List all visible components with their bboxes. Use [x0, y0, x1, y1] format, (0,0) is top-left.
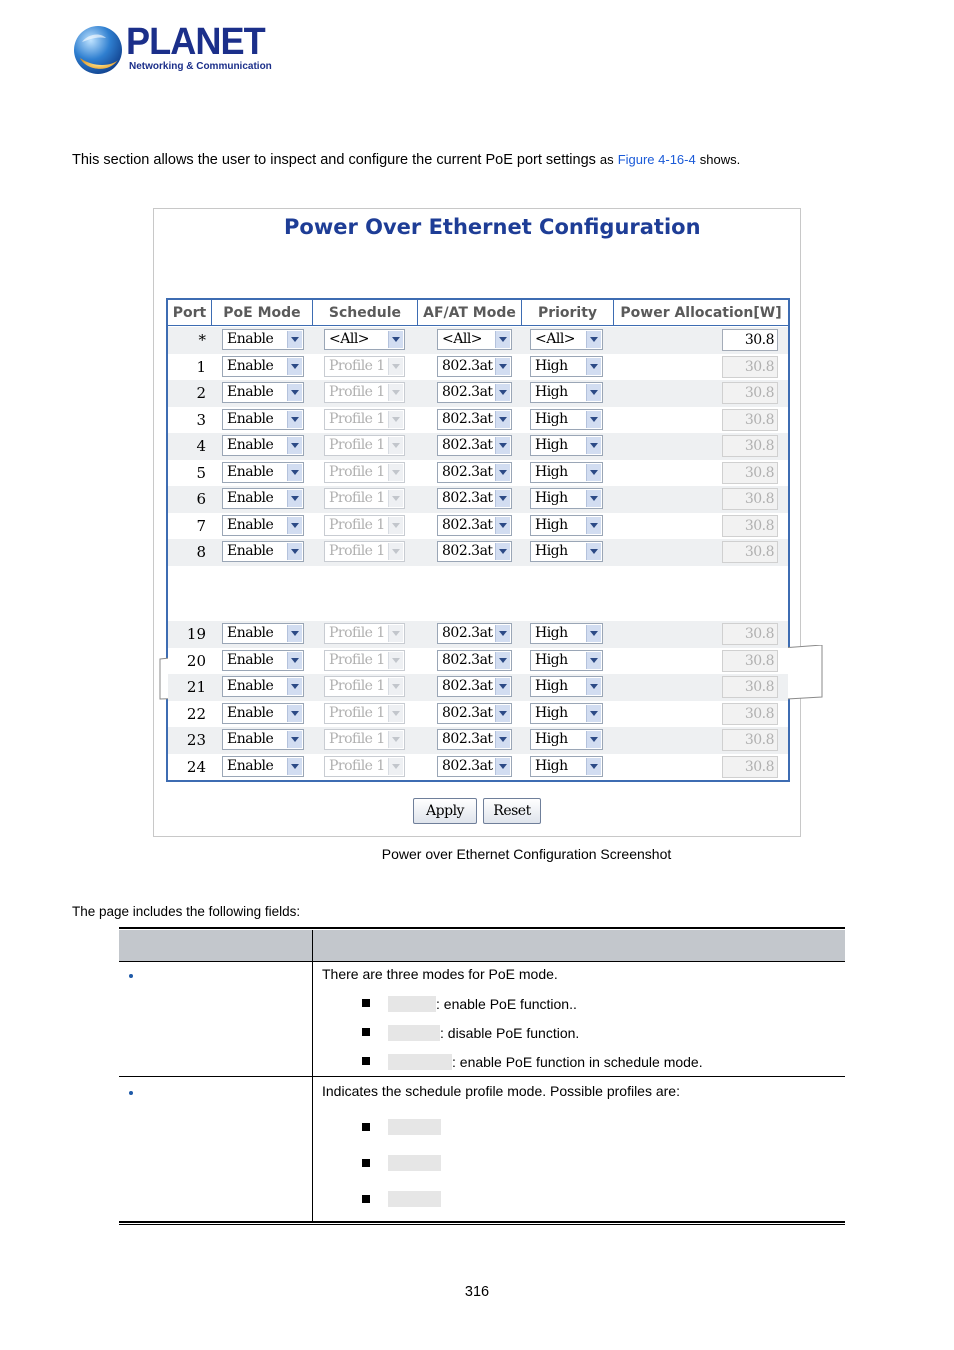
chevron-down-icon	[287, 411, 302, 428]
schedule-select-value: Profile 1	[329, 704, 385, 721]
port-number: 24	[186, 757, 206, 776]
priority-select[interactable]	[530, 409, 603, 430]
priority-select-value: High	[535, 384, 568, 400]
afat-mode-select-value: 802.3at	[442, 463, 493, 480]
fields-intro: The page includes the following fields:	[72, 904, 301, 919]
priority-select[interactable]	[530, 435, 603, 456]
figure-link[interactable]: Figure 4-16-4	[617, 152, 696, 167]
afat-mode-select[interactable]	[437, 650, 512, 671]
bullet-dot	[129, 1091, 133, 1095]
port-number: 23	[186, 731, 206, 749]
col-header-schedule: Schedule	[313, 300, 418, 326]
bullet-dot	[129, 974, 133, 978]
chevron-down-icon	[495, 384, 510, 401]
afat-mode-select-value: 802.3at	[442, 357, 493, 374]
afat-mode-select-value: 802.3at	[442, 651, 493, 668]
priority-select[interactable]	[530, 356, 603, 377]
square-bullet	[362, 1028, 370, 1036]
chevron-down-icon	[495, 543, 510, 560]
redacted-term	[388, 1119, 441, 1135]
chevron-down-icon	[287, 543, 302, 560]
reset-button[interactable]: Reset	[483, 798, 541, 824]
schedule-select-value: Profile 1	[329, 516, 385, 533]
chevron-down-icon	[388, 331, 403, 348]
intro-paragraph	[72, 152, 740, 168]
port-number: 3	[196, 410, 206, 429]
poe-mode-select[interactable]	[222, 329, 304, 350]
chevron-down-icon	[287, 358, 302, 375]
priority-select[interactable]	[530, 650, 603, 671]
priority-select-value: High	[535, 463, 568, 480]
table-top-rule	[119, 927, 845, 929]
power-allocation-input: 30.8	[722, 676, 778, 698]
priority-select[interactable]	[530, 382, 603, 403]
chevron-down-icon	[586, 384, 601, 401]
poe-mode-select-value: Enable	[227, 678, 274, 694]
afat-mode-select[interactable]	[437, 462, 512, 483]
poe-config-table	[166, 298, 790, 782]
poe-mode-option-1: : enable PoE function..	[436, 996, 577, 1012]
afat-mode-select[interactable]	[437, 703, 512, 724]
schedule-select	[324, 435, 405, 456]
priority-select-value: <All>	[535, 331, 576, 347]
chevron-down-icon	[586, 517, 601, 534]
power-allocation-input: 30.8	[722, 756, 778, 778]
schedule-select-value: Profile 1	[329, 757, 385, 774]
schedule-description: Indicates the schedule profile mode. Possible profiles are:	[322, 1083, 680, 1099]
chevron-down-icon	[388, 731, 403, 748]
chevron-down-icon	[388, 358, 403, 375]
afat-mode-select-value: 802.3at	[442, 704, 493, 721]
table-row	[168, 354, 788, 381]
power-allocation-input[interactable]: 30.8	[722, 329, 778, 351]
chevron-down-icon	[287, 464, 302, 481]
planet-logo	[72, 22, 272, 78]
chevron-down-icon	[586, 758, 601, 775]
power-allocation-input: 30.8	[722, 729, 778, 751]
poe-mode-select[interactable]	[222, 676, 304, 697]
afat-mode-select[interactable]	[437, 541, 512, 562]
table-bottom-rule	[119, 1221, 845, 1225]
intro-as: as	[599, 152, 614, 167]
col-header-power-allocation: Power Allocation[W]	[614, 300, 788, 326]
priority-select[interactable]	[530, 703, 603, 724]
poe-config-screenshot	[153, 208, 801, 837]
priority-select-value: High	[535, 516, 568, 533]
chevron-down-icon	[287, 678, 302, 695]
brand-tagline: Networking & Communication	[129, 61, 272, 72]
poe-mode-select[interactable]	[222, 623, 304, 644]
table-row	[168, 407, 788, 434]
page-number: 316	[464, 1284, 490, 1300]
poe-mode-select[interactable]	[222, 515, 304, 536]
afat-mode-select[interactable]	[437, 676, 512, 697]
col-header-priority: Priority	[522, 300, 614, 326]
chevron-down-icon	[388, 543, 403, 560]
power-allocation-input: 30.8	[722, 623, 778, 645]
afat-mode-select[interactable]	[437, 756, 512, 777]
schedule-select	[324, 623, 405, 644]
power-allocation-input: 30.8	[722, 435, 778, 457]
chevron-down-icon	[495, 625, 510, 642]
priority-select[interactable]	[530, 729, 603, 750]
table-row	[168, 460, 788, 487]
poe-mode-select-value: Enable	[227, 463, 274, 480]
redacted-term	[388, 1054, 452, 1070]
chevron-down-icon	[388, 652, 403, 669]
port-number: 8	[196, 543, 206, 561]
chevron-down-icon	[388, 625, 403, 642]
chevron-down-icon	[388, 411, 403, 428]
priority-select-value: High	[535, 757, 568, 774]
table-row	[168, 701, 788, 728]
afat-mode-select[interactable]	[437, 382, 512, 403]
poe-mode-select-value: Enable	[227, 625, 274, 641]
schedule-select-value: Profile 1	[329, 384, 385, 400]
afat-mode-select-value: 802.3at	[442, 731, 493, 747]
poe-mode-select-value: Enable	[227, 757, 274, 774]
schedule-select	[324, 382, 405, 403]
poe-mode-select-value: Enable	[227, 516, 274, 533]
chevron-down-icon	[287, 625, 302, 642]
chevron-down-icon	[586, 331, 601, 348]
chevron-down-icon	[495, 358, 510, 375]
square-bullet	[362, 1159, 370, 1167]
chevron-down-icon	[388, 678, 403, 695]
chevron-down-icon	[586, 411, 601, 428]
schedule-select-value: Profile 1	[329, 678, 385, 694]
col-header-port: Port	[168, 300, 212, 326]
priority-select-value: High	[535, 410, 568, 427]
schedule-select	[324, 488, 405, 509]
poe-mode-select-value: Enable	[227, 704, 274, 721]
table-row	[168, 621, 788, 648]
poe-mode-select[interactable]	[222, 356, 304, 377]
schedule-select	[324, 462, 405, 483]
power-allocation-input: 30.8	[722, 703, 778, 725]
table-row	[168, 433, 788, 460]
schedule-select	[324, 541, 405, 562]
port-number: 6	[196, 490, 206, 508]
col-header-afat-mode: AF/AT Mode	[418, 300, 522, 326]
afat-mode-select[interactable]	[437, 329, 512, 350]
chevron-down-icon	[388, 464, 403, 481]
priority-select-value: High	[535, 704, 568, 721]
table-row	[168, 727, 788, 754]
poe-mode-select[interactable]	[222, 703, 304, 724]
poe-mode-select-value: Enable	[227, 651, 274, 668]
chevron-down-icon	[586, 678, 601, 695]
chevron-down-icon	[586, 625, 601, 642]
chevron-down-icon	[495, 758, 510, 775]
port-number: 20	[186, 651, 206, 670]
priority-select-value: High	[535, 437, 568, 453]
schedule-select	[324, 703, 405, 724]
globe-icon	[72, 24, 124, 76]
chevron-down-icon	[287, 652, 302, 669]
chevron-down-icon	[388, 517, 403, 534]
square-bullet	[362, 999, 370, 1007]
schedule-select	[324, 409, 405, 430]
square-bullet	[362, 1123, 370, 1131]
chevron-down-icon	[287, 384, 302, 401]
chevron-down-icon	[287, 731, 302, 748]
priority-select[interactable]	[530, 756, 603, 777]
port-number: 5	[196, 463, 206, 482]
afat-mode-select-value: 802.3at	[442, 678, 493, 694]
chevron-down-icon	[287, 490, 302, 507]
priority-select[interactable]	[530, 329, 603, 350]
afat-mode-select-value: 802.3at	[442, 757, 493, 774]
poe-mode-select[interactable]	[222, 650, 304, 671]
poe-mode-select-value: Enable	[227, 490, 274, 506]
chevron-down-icon	[287, 331, 302, 348]
brand-name: PLANET	[126, 21, 265, 63]
chevron-down-icon	[586, 543, 601, 560]
table-row	[168, 486, 788, 513]
afat-mode-select[interactable]	[437, 409, 512, 430]
chevron-down-icon	[495, 705, 510, 722]
poe-mode-select[interactable]	[222, 382, 304, 403]
schedule-select-value: Profile 1	[329, 651, 385, 668]
poe-mode-description: There are three modes for PoE mode.	[322, 966, 558, 982]
chevron-down-icon	[495, 411, 510, 428]
priority-select-value: High	[535, 651, 568, 668]
schedule-select-value: Profile 1	[329, 410, 385, 427]
intro-main: This section allows the user to inspect and configure the current PoE port settings	[72, 152, 596, 168]
priority-select-value: High	[535, 625, 568, 641]
figure-caption: Power over Ethernet Configuration Screenshot	[381, 846, 672, 862]
power-allocation-input: 30.8	[722, 356, 778, 378]
afat-mode-select-value: 802.3at	[442, 437, 493, 453]
redacted-term	[388, 1155, 441, 1171]
chevron-down-icon	[586, 490, 601, 507]
afat-mode-select[interactable]	[437, 623, 512, 644]
schedule-select-value: <All>	[329, 331, 370, 347]
poe-mode-select-value: Enable	[227, 384, 274, 400]
chevron-down-icon	[586, 464, 601, 481]
chevron-down-icon	[586, 652, 601, 669]
redacted-term	[388, 1025, 440, 1041]
afat-mode-select[interactable]	[437, 435, 512, 456]
port-number: 22	[186, 704, 206, 723]
chevron-down-icon	[388, 758, 403, 775]
chevron-down-icon	[287, 705, 302, 722]
chevron-down-icon	[495, 678, 510, 695]
chevron-down-icon	[388, 384, 403, 401]
schedule-select	[324, 356, 405, 377]
schedule-select-value: Profile 1	[329, 625, 385, 641]
apply-button[interactable]: Apply	[413, 798, 477, 824]
afat-mode-select-value: 802.3at	[442, 410, 493, 427]
table-row	[168, 754, 788, 781]
poe-mode-select-value: Enable	[227, 410, 274, 427]
table-header-row	[119, 930, 845, 962]
priority-select-value: High	[535, 731, 568, 747]
poe-mode-select-value: Enable	[227, 543, 274, 559]
redacted-term	[388, 1191, 441, 1207]
chevron-down-icon	[586, 358, 601, 375]
power-allocation-input: 30.8	[722, 382, 778, 404]
afat-mode-select-value: 802.3at	[442, 625, 493, 641]
poe-mode-select[interactable]	[222, 756, 304, 777]
chevron-down-icon	[495, 517, 510, 534]
priority-select[interactable]	[530, 515, 603, 536]
redacted-term	[388, 996, 436, 1012]
priority-select[interactable]	[530, 541, 603, 562]
chevron-down-icon	[388, 490, 403, 507]
priority-select[interactable]	[530, 462, 603, 483]
chevron-down-icon	[287, 437, 302, 454]
afat-mode-select-value: <All>	[442, 331, 483, 347]
port-number: 19	[186, 625, 206, 643]
poe-mode-option-3: : enable PoE function in schedule mode.	[452, 1054, 703, 1070]
schedule-select-value: Profile 1	[329, 543, 385, 559]
schedule-select	[324, 729, 405, 750]
chevron-down-icon	[495, 437, 510, 454]
priority-select-value: High	[535, 357, 568, 374]
priority-select[interactable]	[530, 676, 603, 697]
afat-mode-select[interactable]	[437, 356, 512, 377]
table-row	[168, 513, 788, 540]
chevron-down-icon	[586, 731, 601, 748]
table-row	[168, 327, 788, 354]
afat-mode-select[interactable]	[437, 515, 512, 536]
priority-select[interactable]	[530, 488, 603, 509]
schedule-select-value: Profile 1	[329, 357, 385, 374]
chevron-down-icon	[495, 731, 510, 748]
afat-mode-select[interactable]	[437, 729, 512, 750]
schedule-select-value: Profile 1	[329, 437, 385, 453]
poe-mode-select-value: Enable	[227, 731, 274, 747]
schedule-select	[324, 515, 405, 536]
port-number: 1	[196, 357, 206, 376]
port-number: 4	[196, 437, 206, 455]
priority-select-value: High	[535, 678, 568, 694]
poe-mode-select-value: Enable	[227, 437, 274, 453]
power-allocation-input: 30.8	[722, 409, 778, 431]
schedule-select	[324, 756, 405, 777]
table-row	[168, 380, 788, 407]
fields-table	[119, 927, 845, 1225]
poe-mode-select-value: Enable	[227, 331, 274, 347]
chevron-down-icon	[388, 705, 403, 722]
poe-mode-select[interactable]	[222, 729, 304, 750]
chevron-down-icon	[287, 517, 302, 534]
poe-mode-option-2: : disable PoE function.	[440, 1025, 580, 1041]
chevron-down-icon	[495, 331, 510, 348]
chevron-down-icon	[495, 652, 510, 669]
power-allocation-input: 30.8	[722, 650, 778, 672]
table-row	[168, 539, 788, 566]
schedule-select-value: Profile 1	[329, 490, 385, 506]
square-bullet	[362, 1057, 370, 1065]
poe-mode-select[interactable]	[222, 409, 304, 430]
port-number: *	[198, 331, 206, 349]
power-allocation-input: 30.8	[722, 462, 778, 484]
poe-mode-select[interactable]	[222, 462, 304, 483]
col-header-poe-mode: PoE Mode	[212, 300, 313, 326]
chevron-down-icon	[388, 437, 403, 454]
power-allocation-input: 30.8	[722, 541, 778, 563]
afat-mode-select-value: 802.3at	[442, 384, 493, 400]
row-divider	[119, 1076, 845, 1077]
schedule-select-value: Profile 1	[329, 463, 385, 480]
priority-select[interactable]	[530, 623, 603, 644]
power-allocation-input: 30.8	[722, 488, 778, 510]
priority-select-value: High	[535, 543, 568, 559]
poe-mode-select-value: Enable	[227, 357, 274, 374]
square-bullet	[362, 1195, 370, 1203]
poe-mode-select[interactable]	[222, 488, 304, 509]
schedule-select	[324, 676, 405, 697]
schedule-select	[324, 650, 405, 671]
port-number: 2	[196, 384, 206, 402]
port-number: 7	[196, 516, 206, 535]
chevron-down-icon	[287, 758, 302, 775]
afat-mode-select[interactable]	[437, 488, 512, 509]
table-row	[168, 648, 788, 675]
afat-mode-select-value: 802.3at	[442, 543, 493, 559]
afat-mode-select-value: 802.3at	[442, 516, 493, 533]
power-allocation-input: 30.8	[722, 515, 778, 537]
chevron-down-icon	[586, 437, 601, 454]
priority-select-value: High	[535, 490, 568, 506]
port-number: 21	[186, 678, 206, 696]
afat-mode-select-value: 802.3at	[442, 490, 493, 506]
intro-shows: shows.	[699, 152, 741, 167]
screenshot-title: Power Over Ethernet Configuration	[284, 215, 701, 239]
chevron-down-icon	[495, 464, 510, 481]
schedule-select-value: Profile 1	[329, 731, 385, 747]
table-row	[168, 674, 788, 701]
poe-mode-select[interactable]	[222, 435, 304, 456]
schedule-select[interactable]	[324, 329, 405, 350]
poe-mode-select[interactable]	[222, 541, 304, 562]
chevron-down-icon	[586, 705, 601, 722]
chevron-down-icon	[495, 490, 510, 507]
